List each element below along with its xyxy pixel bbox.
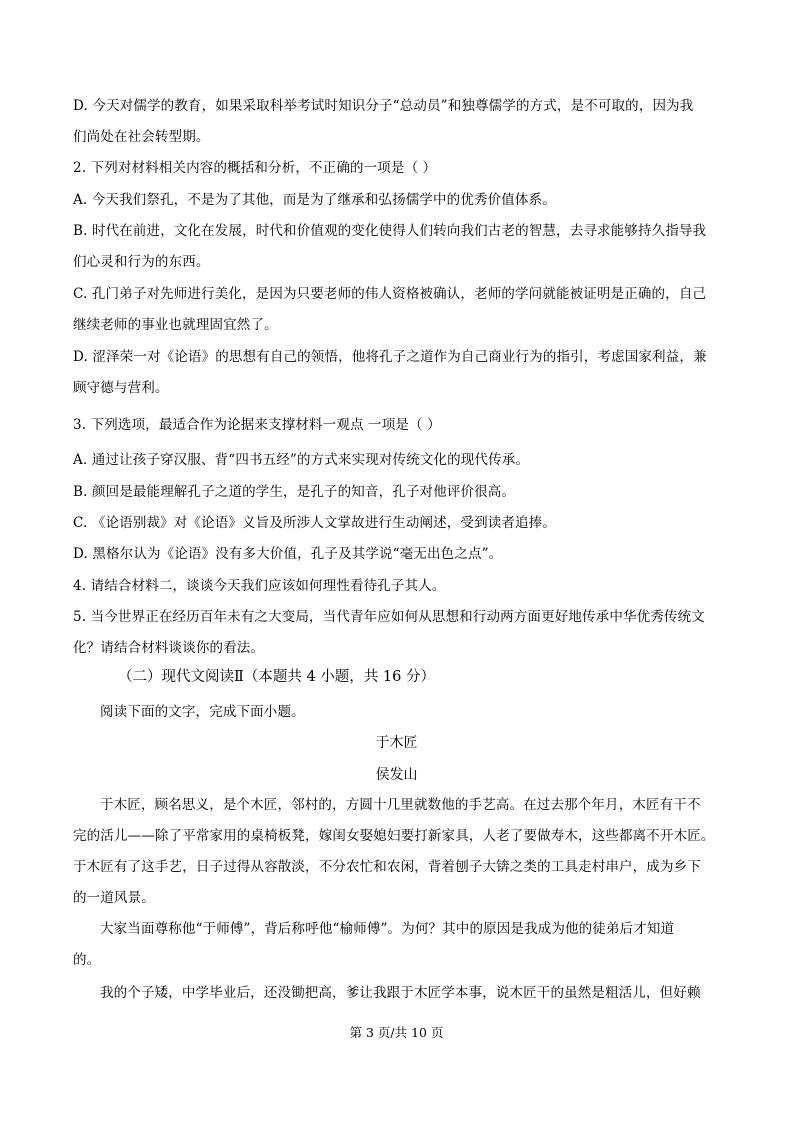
question-2-stem: 2. 下列对材料相关内容的概括和分析，不正确的一项是（ ） — [73, 160, 437, 176]
question-4: 4. 请结合材料二，谈谈今天我们应该如何理性看待孔子其人。 — [73, 578, 446, 594]
reading-instruction: 阅读下面的文字，完成下面小题。 — [100, 704, 305, 720]
story-paragraph-2-line-1: 大家当面尊称他“于师傅”，背后称呼他“榆师傅”。为何？其中的原因是我成为他的徒弟后才知道 — [100, 921, 675, 937]
story-paragraph-1-line-2: 完的活儿——除了平常家用的桌椅板凳，嫁闺女娶媳妇要打新家具，人老了要做寿木，这些都离不开木匠。 — [73, 828, 715, 844]
question-5-line-1: 5. 当今世界正在经历百年未有之大变局，当代青年应如何从思想和行动两方面更好地传承中华优秀传统文 — [73, 609, 705, 625]
story-title: 于木匠 — [375, 735, 418, 751]
question-2-option-a: A. 今天我们祭孔，不是为了其他，而是为了继承和弘扬儒学中的优秀价值体系。 — [73, 192, 556, 208]
question-2-option-b-line-1: B. 时代在前进，文化在发展，时代和价值观的变化使得人们转向我们古老的智慧，去寻求能够持久指导我 — [73, 223, 707, 239]
question-2-option-c-line-2: 继续老师的事业也就理固宜然了。 — [73, 317, 278, 333]
question-2-option-d-line-1: D. 涩泽荣一对《论语》的思想有自己的领悟，他将孔子之道作为自己商业行为的指引，考虑国家利益，兼 — [73, 349, 707, 365]
story-paragraph-1-line-4: 的一道风景。 — [73, 890, 155, 906]
question-5-line-2: 化？请结合材料谈谈你的看法。 — [73, 640, 265, 656]
question-3-option-d: D. 黑格尔认为《论语》没有多大价值，孔子及其学说“毫无出色之点”。 — [73, 546, 503, 562]
question-2-option-d-line-2: 顾守德与营利。 — [73, 380, 169, 396]
story-paragraph-2-line-2: 的。 — [73, 952, 101, 968]
question-2-option-b-line-2: 们心灵和行为的东西。 — [73, 254, 210, 270]
option-d-line-1: D. 今天对儒学的教育，如果采取科举考试时知识分子“总动员”和独尊儒学的方式，是不可取的，因为我 — [73, 98, 694, 114]
option-d-line-2: 们尚处在社会转型期。 — [73, 129, 210, 145]
story-author: 侯发山 — [375, 767, 418, 783]
question-3-option-c: C. 《论语别裁》对《论语》义旨及所涉人文掌故进行生动阐述，受到读者追捧。 — [73, 515, 556, 531]
story-paragraph-1-line-3: 于木匠有了这手艺，日子过得从容散淡，不分农忙和农闲，背着刨子大锛之类的工具走村串户，成为乡下 — [73, 859, 701, 875]
question-3-stem: 3. 下列选项，最适合作为论据来支撑材料一观点 一项是（ ） — [73, 417, 441, 433]
story-paragraph-1-line-1: 于木匠，顾名思义，是个木匠，邻村的，方圆十几里就数他的手艺高。在过去那个年月，木匠有干不 — [100, 797, 701, 813]
question-3-option-a: A. 通过让孩子穿汉服、背“四书五经”的方式来实现对传统文化的现代传承。 — [73, 452, 530, 468]
story-paragraph-3-line-1: 我的个子矮，中学毕业后，还没锄把高，爹让我跟于木匠学本事，说木匠干的虽然是粗活儿，但好赖 — [100, 985, 701, 1001]
question-3-option-b: B. 颜回是最能理解孔子之道的学生，是孔子的知音，孔子对他评价很高。 — [73, 484, 516, 500]
page-footer: 第 3 页/共 10 页 — [349, 1025, 444, 1040]
section-heading: （二）现代文阅读Ⅱ（本题共 4 小题，共 16 分） — [118, 669, 435, 685]
question-2-option-c-line-1: C. 孔门弟子对先师进行美化，是因为只要老师的伟人资格被确认，老师的学问就能被证明是正确的，自己 — [73, 286, 707, 302]
